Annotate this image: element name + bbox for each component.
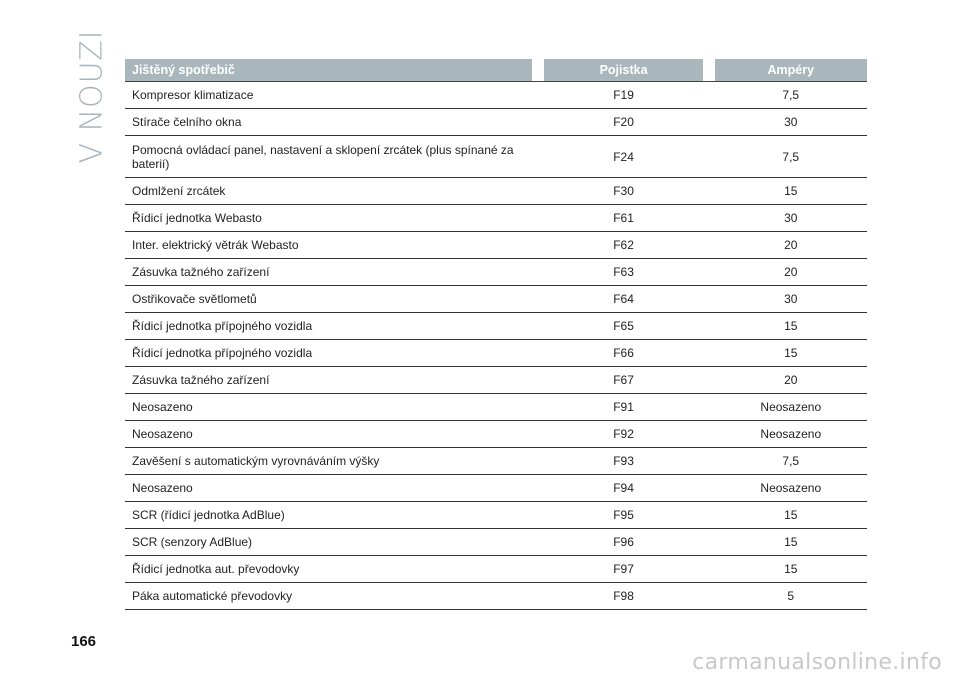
cell-fuse: F64: [613, 292, 634, 306]
table-row: [125, 529, 867, 556]
cell-fuse: F92: [613, 427, 634, 441]
cell-protected-device: Pomocná ovládací panel, nastavení a sklopení zrcátek (plus spínané za baterií): [132, 142, 514, 171]
cell-amperes: 15: [784, 184, 798, 198]
cell-fuse: F98: [613, 589, 634, 603]
cell-amperes: 20: [784, 373, 798, 387]
cell-amperes: 7,5: [782, 149, 800, 164]
cell-protected-device: Zavěšení s automatickým vyrovnáváním výšky: [132, 454, 380, 468]
table-row: [125, 556, 867, 583]
table-row: [125, 205, 867, 232]
header-fuse: Pojistka: [544, 59, 702, 81]
table-row: [125, 259, 867, 286]
table-row: [125, 502, 867, 529]
cell-protected-device: Neosazeno: [132, 400, 193, 414]
cell-amperes: 20: [784, 238, 798, 252]
cell-fuse: F95: [613, 508, 634, 522]
cell-protected-device: SCR (řídicí jednotka AdBlue): [132, 508, 285, 522]
cell-fuse: F93: [613, 454, 634, 468]
cell-fuse: F62: [613, 238, 634, 252]
section-title-text: V NOUZI: [74, 29, 110, 163]
cell-fuse: F65: [613, 319, 634, 333]
cell-fuse: F94: [613, 481, 634, 495]
table-row: [125, 82, 867, 109]
table-row: [125, 394, 867, 421]
cell-fuse: F61: [613, 211, 634, 225]
cell-fuse: F96: [613, 535, 634, 549]
cell-amperes: 15: [784, 562, 798, 576]
cell-amperes: 5: [787, 589, 795, 603]
table-row: [125, 286, 867, 313]
cell-protected-device: Stírače čelního okna: [132, 115, 242, 129]
cell-amperes: Neosazeno: [760, 481, 822, 495]
table-row: [125, 109, 867, 136]
cell-fuse: F91: [613, 400, 634, 414]
cell-fuse: F67: [613, 373, 634, 387]
cell-protected-device: Kompresor klimatizace: [132, 88, 254, 102]
cell-amperes: 7,5: [782, 454, 800, 468]
cell-protected-device: Ostřikovače světlometů: [132, 292, 257, 306]
cell-fuse: F20: [613, 115, 634, 129]
cell-amperes: Neosazeno: [760, 400, 822, 414]
cell-fuse: F19: [613, 88, 634, 102]
table-row: [125, 313, 867, 340]
cell-amperes: 30: [784, 292, 798, 306]
cell-protected-device: Řídicí jednotka aut. převodovky: [132, 562, 300, 576]
table-row: [125, 367, 867, 394]
table-row: [125, 475, 867, 502]
fuse-table: [125, 59, 867, 610]
table-row: [125, 178, 867, 205]
cell-amperes: 30: [784, 211, 798, 225]
cell-amperes: 20: [784, 265, 798, 279]
cell-protected-device: Neosazeno: [132, 481, 193, 495]
table-row: [125, 232, 867, 259]
cell-protected-device: Zásuvka tažného zařízení: [132, 265, 270, 279]
cell-protected-device: Odmlžení zrcátek: [132, 184, 226, 198]
cell-fuse: F97: [613, 562, 634, 576]
header-protected-device: Jištěný spotřebič: [125, 59, 532, 81]
cell-amperes: 30: [784, 115, 798, 129]
cell-protected-device: Řídicí jednotka Webasto: [132, 211, 262, 225]
cell-protected-device: Zásuvka tažného zařízení: [132, 373, 270, 387]
header-amperes: Ampéry: [715, 59, 867, 81]
table-body: [125, 82, 867, 610]
cell-protected-device: Inter. elektrický větrák Webasto: [132, 238, 299, 252]
cell-amperes: 15: [784, 535, 798, 549]
cell-amperes: 15: [784, 319, 798, 333]
cell-fuse: F30: [613, 184, 634, 198]
table-row: [125, 340, 867, 367]
table-header: [125, 59, 867, 82]
cell-protected-device: Řídicí jednotka přípojného vozidla: [132, 346, 313, 360]
cell-fuse: F63: [613, 265, 634, 279]
watermark: carmanualsonline.info: [692, 650, 942, 675]
cell-amperes: 15: [784, 508, 798, 522]
cell-protected-device: SCR (senzory AdBlue): [132, 535, 253, 549]
cell-protected-device: Neosazeno: [132, 427, 193, 441]
cell-fuse: F66: [613, 346, 634, 360]
cell-protected-device: Páka automatické převodovky: [132, 589, 293, 603]
cell-amperes: Neosazeno: [760, 427, 822, 441]
cell-fuse: F24: [613, 149, 634, 164]
section-side-title: [74, 29, 110, 163]
page-number: 166: [71, 633, 97, 650]
cell-amperes: 15: [784, 346, 798, 360]
table-row: [125, 421, 867, 448]
table-row: [125, 448, 867, 475]
table-row: [125, 136, 867, 178]
cell-amperes: 7,5: [782, 88, 800, 102]
table-row: [125, 583, 867, 610]
cell-protected-device: Řídicí jednotka přípojného vozidla: [132, 319, 313, 333]
